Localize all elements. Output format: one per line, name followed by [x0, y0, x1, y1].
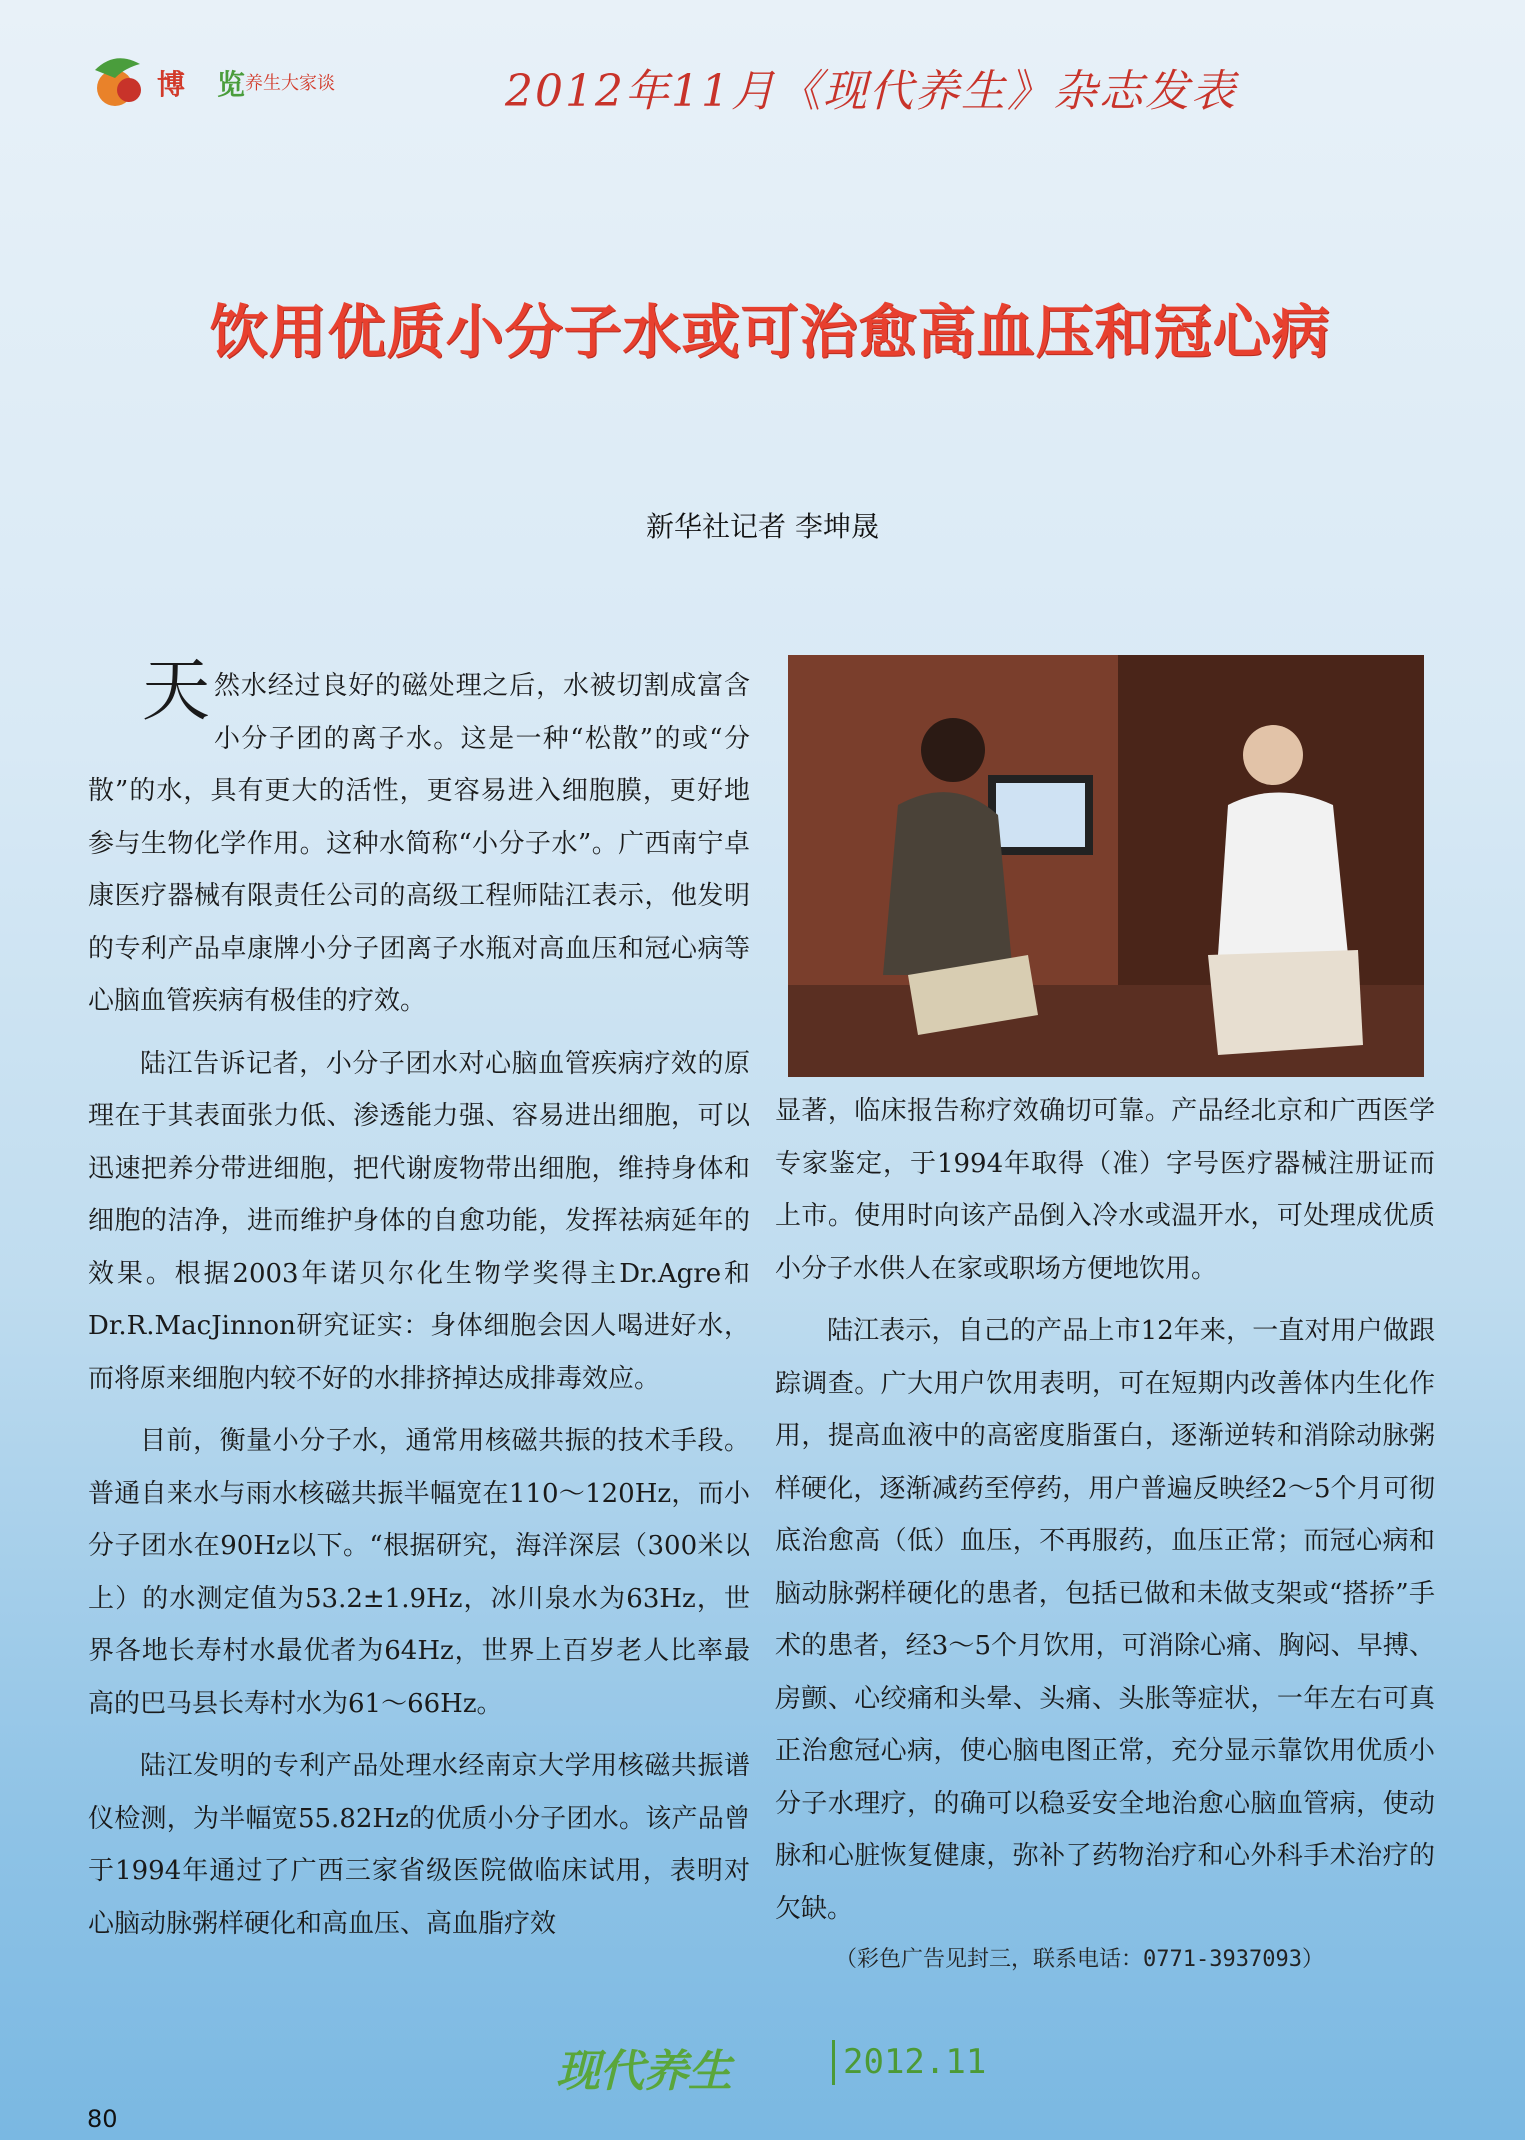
footer-magazine-logo: 现代养生 [556, 2046, 732, 2097]
interview-photo [788, 655, 1424, 1077]
logo-text-bo: 博 [157, 68, 186, 101]
paragraph-2: 陆江告诉记者，小分子团水对心脑血管疾病疗效的原理在于其表面张力低、渗透能力强、容易进出细胞，可以迅速把养分带进细胞，把代谢废物带出细胞，维持身体和细胞的洁净，进而维护身体的自愈功能，发挥祛病延年的效果。根据2003年诺贝尔化生物学奖得主Dr.Agre和Dr.R.MacJinnon研究证实：身体细胞会因人喝进好水，而将原来细胞内较不好的水排挤掉达成排毒效应。 [88, 1048, 750, 1394]
drop-cap: 天 [142, 652, 211, 731]
paragraph-5: 显著，临床报告称疗效确切可靠。产品经北京和广西医学专家鉴定，于1994年取得（准）字号医疗器械注册证而上市。使用时向该产品倒入冷水或温开水，可处理成优质小分子水供人在家或职场方便地饮用。 [775, 1096, 1435, 1284]
paragraph-4: 陆江发明的专利产品处理水经南京大学用核磁共振谱仪检测，为半幅宽55.82Hz的优质小分子团水。该产品曾于1994年通过了广西三家省级医院做临床试用，表明对心脑动脉粥样硬化和高血压、高血脂疗效 [88, 1751, 750, 1939]
paragraph-1-text: 然水经过良好的磁处理之后，水被切割成富含小分子团的离子水。这是一种“松散”的或“分散”的水，具有更大的活性，更容易进入细胞膜，更好地参与生物化学作用。这种水简称“小分子水”。广西南宁卓康医疗器械有限责任公司的高级工程师陆江表示，他发明的专利产品卓康牌小分子团离子水瓶对高血压和冠心病等心脑血管疾病有极佳的疗效。 [88, 671, 750, 1016]
logo-text-lan: 览 [217, 68, 246, 101]
ad-contact-note: （彩色广告见封三，联系电话：0771-3937093） [835, 1947, 1324, 1972]
article-title: 饮用优质小分子水或可治愈高血压和冠心病 [209, 298, 1331, 366]
paragraph-1 [88, 652, 750, 1028]
column-name: 养生大家谈 [245, 73, 335, 94]
right-column [775, 1085, 1435, 1935]
paragraph-3: 目前，衡量小分子水，通常用核磁共振的技术手段。普通自来水与雨水核磁共振半幅宽在110～120Hz，而小分子团水在90Hz以下。“根据研究，海洋深层（300米以上）的水测定值为53.2±1.9Hz，冰川泉水为63Hz，世界各地长寿村水最优者为64Hz，世界上百岁老人比率最高的巴马县长寿村水为61～66Hz。 [88, 1426, 750, 1719]
footer-separator [832, 2040, 835, 2085]
article-byline: 新华社记者 李坤晟 [646, 510, 879, 543]
paragraph-6: 陆江表示，自己的产品上市12年来，一直对用户做跟踪调查。广大用户饮用表明，可在短期内改善体内生化作用，提高血液中的高密度脂蛋白，逐渐逆转和消除动脉粥样硬化，逐渐减药至停药，用户普遍反映经2～5个月可彻底治愈高（低）血压，不再服药，血压正常；而冠心病和脑动脉粥样硬化的患者，包括已做和未做支架或“搭挢”手术的患者，经3～5个月饮用，可消除心痛、胸闷、早搏、房颤、心绞痛和头晕、头痛、头胀等症状，一年左右可真正治愈冠心病，使心脑电图正常，充分显示靠饮用优质小分子水理疗，的确可以稳妥安全地治愈心脑血管病，使动脉和心脏恢复健康，弥补了药物治疗和心外科手术治疗的欠缺。 [775, 1316, 1435, 1924]
handwritten-publication-note: 2012年11月《现代养生》杂志发表 [505, 66, 1237, 117]
left-column [88, 652, 750, 1950]
magazine-logo-icon [85, 50, 155, 110]
footer-issue-date: 2012.11 [843, 2042, 987, 2082]
page-header [85, 45, 1485, 115]
page-number: 80 [87, 2105, 118, 2133]
interview-photo-illustration [788, 655, 1424, 1077]
